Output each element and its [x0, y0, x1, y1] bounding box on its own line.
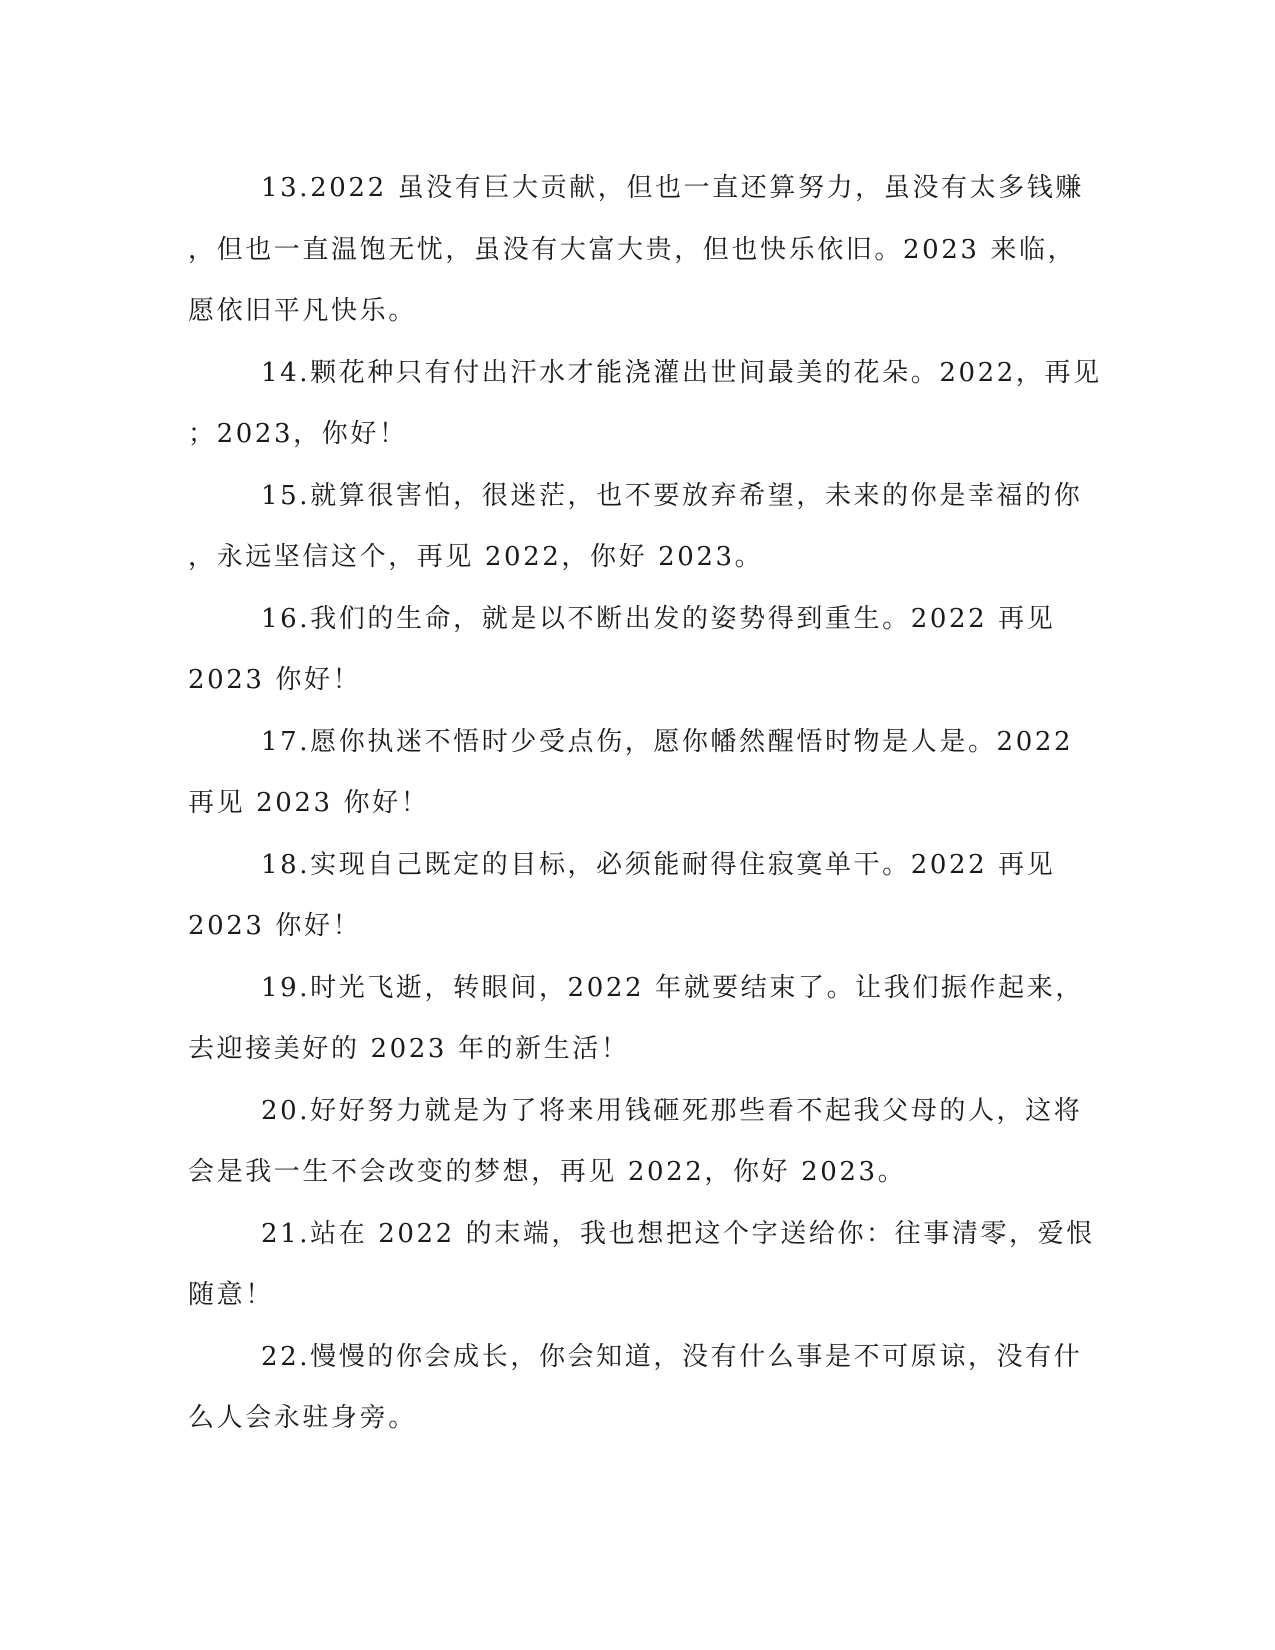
- text-line: 去迎接美好的 2023 年的新生活！: [188, 1034, 630, 1064]
- text-line: 22.慢慢的你会成长，你会知道，没有什么事是不可原谅，没有什: [261, 1341, 1083, 1372]
- text-line: 愿依旧平凡快乐。: [188, 296, 417, 326]
- text-line: ，但也一直温饱无忧，虽没有大富大贵，但也快乐依旧。2023 来临，: [188, 234, 1077, 265]
- text-line: 18.实现自己既定的目标，必须能耐得住寂寞单干。2022 再见: [261, 849, 1056, 880]
- text-line: ；2023，你好！: [188, 419, 408, 449]
- text-line: 17.愿你执迷不悟时少受点伤，愿你幡然醒悟时物是人是。2022: [261, 726, 1074, 757]
- text-line: 么人会永驻身旁。: [188, 1403, 417, 1433]
- text-line: 会是我一生不会改变的梦想，再见 2022，你好 2023。: [188, 1157, 907, 1187]
- text-line: 2023 你好！: [188, 665, 362, 695]
- text-line: 13.2022 虽没有巨大贡献，但也一直还算努力，虽没有太多钱赚: [261, 173, 1084, 203]
- text-line: ，永远坚信这个，再见 2022，你好 2023。: [188, 542, 764, 572]
- text-line: 2023 你好！: [188, 911, 362, 941]
- text-line: 再见 2023 你好！: [188, 788, 430, 818]
- text-line: 16.我们的生命，就是以不断出发的姿势得到重生。2022 再见: [261, 603, 1056, 634]
- text-line: 19.时光飞逝，转眼间，2022 年就要结束了。让我们振作起来，: [261, 972, 1084, 1003]
- document-body: [188, 158, 1102, 1450]
- text-line: 随意！: [188, 1280, 274, 1310]
- text-line: 20.好好努力就是为了将来用钱砸死那些看不起我父母的人，这将: [261, 1095, 1083, 1126]
- text-line: 21.站在 2022 的末端，我也想把这个字送给你：往事清零，爱恨: [261, 1218, 1095, 1249]
- text-line: 14.颗花种只有付出汗水才能浇灌出世间最美的花朵。2022，再见: [261, 357, 1102, 388]
- text-line: 15.就算很害怕，很迷茫，也不要放弃希望，未来的你是幸福的你: [261, 480, 1083, 511]
